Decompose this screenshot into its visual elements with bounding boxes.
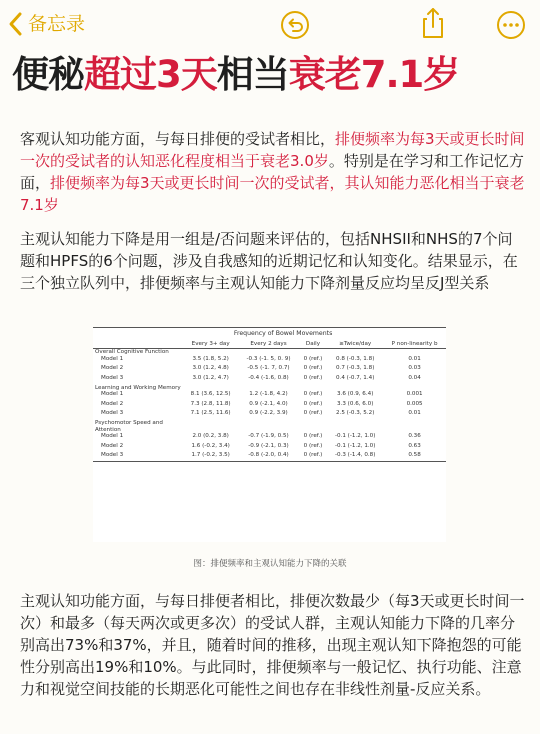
table-cell: -0.3 (-1.4, 0.8) <box>334 452 376 459</box>
table-cell: 0 (ref.) <box>303 433 323 440</box>
title-highlight-2: 衰老7.1岁 <box>288 53 460 96</box>
p-value-cell: 0.58 <box>408 452 421 459</box>
table-cell: 0 (ref.) <box>303 400 323 407</box>
table-cell: -0.1 (-1.2, 1.0) <box>334 433 376 440</box>
undo-button[interactable] <box>280 10 310 40</box>
table-cell: 0 (ref.) <box>303 374 323 381</box>
table-section-label: Overall Cognitive Function <box>95 349 169 356</box>
table-cell: 0 (ref.) <box>303 410 323 417</box>
table-cell: 0.9 (-2.2, 3.9) <box>249 410 288 417</box>
figure-caption: 图：排便频率和主观认知能力下降的关联 <box>193 559 347 569</box>
row-label: Model 2 <box>101 365 124 372</box>
row-label: Model 3 <box>101 452 124 459</box>
row-label: Model 3 <box>101 410 124 417</box>
p-value-cell: 0.04 <box>408 374 421 381</box>
table-cell: 3.3 (0.6, 6.0) <box>337 400 374 407</box>
table-group-header: Frequency of Bowel Movements <box>183 328 383 340</box>
paragraph-text: 。特别是在学习和工作记忆方面， <box>20 152 524 192</box>
back-button[interactable] <box>8 11 85 37</box>
table-cell: -0.9 (-2.1, 0.3) <box>248 442 289 449</box>
p-value-cell: 0.01 <box>408 410 421 417</box>
table-cell: 1.2 (-1.8, 4.2) <box>249 391 288 398</box>
p-value-cell: 0.01 <box>408 355 421 362</box>
row-label: Model 2 <box>101 442 124 449</box>
table-cell: 2.0 (0.2, 3.8) <box>192 433 229 440</box>
table-cell: 0 (ref.) <box>303 452 323 459</box>
table-row <box>93 443 446 450</box>
table-cell: 2.5 (-0.3, 5.2) <box>335 410 375 417</box>
more-button[interactable] <box>496 10 526 40</box>
highlighted-text: 排便频率为每3天或更长时间一次的受试者，其认知能力恶化相当于衰老7.1岁 <box>20 174 525 214</box>
title-part-1: 便秘 <box>12 53 84 96</box>
table-cell: 7.3 (2.8, 11.8) <box>190 400 231 407</box>
table-row <box>93 401 446 408</box>
row-label: Model 1 <box>101 433 124 440</box>
column-header: Every 3+ day <box>183 340 238 349</box>
table-cell: 0 (ref.) <box>303 391 323 398</box>
table-cell: 1.6 (-0.2, 3.4) <box>191 442 230 449</box>
table-row <box>93 391 446 398</box>
paragraph-objective <box>20 128 525 216</box>
chevron-left-icon <box>8 11 24 37</box>
results-table <box>93 327 446 462</box>
table-row <box>93 410 446 417</box>
p-value-cell: 0.03 <box>408 365 421 372</box>
paragraph-text: 客观认知功能方面，与每日排便的受试者相比， <box>20 130 336 148</box>
table-cell: -0.8 (-2.0, 0.4) <box>248 452 289 459</box>
column-header: Daily <box>299 340 328 349</box>
more-icon <box>496 10 526 40</box>
p-value-cell: 0.001 <box>406 391 423 398</box>
column-header: ≥Twice/day <box>327 340 383 349</box>
table-row <box>93 433 446 440</box>
table-cell: 7.1 (2.5, 11.6) <box>190 410 231 417</box>
table-cell: 0.9 (-2.1, 4.0) <box>249 400 288 407</box>
undo-icon <box>280 10 310 40</box>
top-toolbar <box>0 0 540 50</box>
results-table-image <box>93 327 446 542</box>
row-label: Model 1 <box>101 355 124 362</box>
table-row <box>93 452 446 459</box>
table-cell: 3.5 (1.8, 5.2) <box>192 355 229 362</box>
table-cell: 0.4 (-0.7, 1.4) <box>335 374 375 381</box>
title-part-3: 相当 <box>216 53 289 96</box>
table-cell: -0.7 (-1.9, 0.5) <box>248 433 289 440</box>
row-label: Model 3 <box>101 374 124 381</box>
table-cell: 3.0 (1.2, 4.7) <box>192 374 229 381</box>
row-label: Model 1 <box>101 391 124 398</box>
paragraph-conclusion: 主观认知功能方面，与每日排便者相比，排便次数最少（每3天或更长时间一次）和最多（每天两次或更多次）的受试人群，主观认知能力下降的几率分别高出73%和37%，并且，随着时间的推移，出现主观认知下降抱怨的可能性分别高出19%和10%。与此同时，排便频率与一般记忆、执行功能、注意力和视觉空间技能的长期恶化可能性之间也存在非线性剂量-反应关系。 <box>20 592 525 698</box>
table-cell: 0 (ref.) <box>303 355 323 362</box>
back-label: 备忘录 <box>28 13 86 35</box>
column-header: P non-linearity b <box>383 340 446 349</box>
table-cell: -0.4 (-1.6, 0.8) <box>248 374 289 381</box>
row-label: Model 2 <box>101 400 124 407</box>
table-row <box>93 356 446 363</box>
table-section-label: Learning and Working Memory <box>95 384 181 391</box>
paragraph-subjective: 主观认知能力下降是用一组是/否问题来评估的，包括NHSII和NHS的7个问题和HPFS的6个问题，涉及自我感知的近期记忆和认知变化。结果显示，在三个独立队列中，排便频率与主观认知能力下降剂量反应均呈反J型关系 <box>20 230 518 292</box>
table-cell: 3.6 (0.9, 6.4) <box>337 391 374 398</box>
highlighted-text: 排便频率为每3天或更长时间一次的受试者的认知恶化程度相当于衰老3.0岁 <box>20 130 525 170</box>
table-cell: 3.0 (1.2, 4.8) <box>192 365 229 372</box>
page-title <box>12 52 532 98</box>
p-value-cell: 0.63 <box>408 442 421 449</box>
table-cell: 1.7 (-0.2, 3.5) <box>191 452 230 459</box>
p-value-cell: 0.36 <box>408 433 421 440</box>
table-cell: -0.3 (-1. 5, 0. 9) <box>246 355 291 362</box>
table-cell: -0.1 (-1.2, 1.0) <box>334 442 376 449</box>
title-highlight-1: 超过3天 <box>84 53 217 96</box>
table-row <box>93 375 446 382</box>
table-cell: 0.7 (-0.3, 1.8) <box>335 365 375 372</box>
table-cell: 0 (ref.) <box>303 365 323 372</box>
table-cell: -0.5 (-1. 7, 0.7) <box>247 365 290 372</box>
table-section-label: Psychomotor Speed and Attention <box>95 419 163 433</box>
share-button[interactable] <box>418 6 448 36</box>
column-header: Every 2 days <box>238 340 298 349</box>
table-cell: 8.1 (3.6, 12.5) <box>190 391 231 398</box>
p-value-cell: 0.005 <box>406 400 423 407</box>
table-row <box>93 365 446 372</box>
table-cell: 0 (ref.) <box>303 442 323 449</box>
table-cell: 0.8 (-0.3, 1.8) <box>335 355 375 362</box>
share-icon <box>418 6 448 40</box>
